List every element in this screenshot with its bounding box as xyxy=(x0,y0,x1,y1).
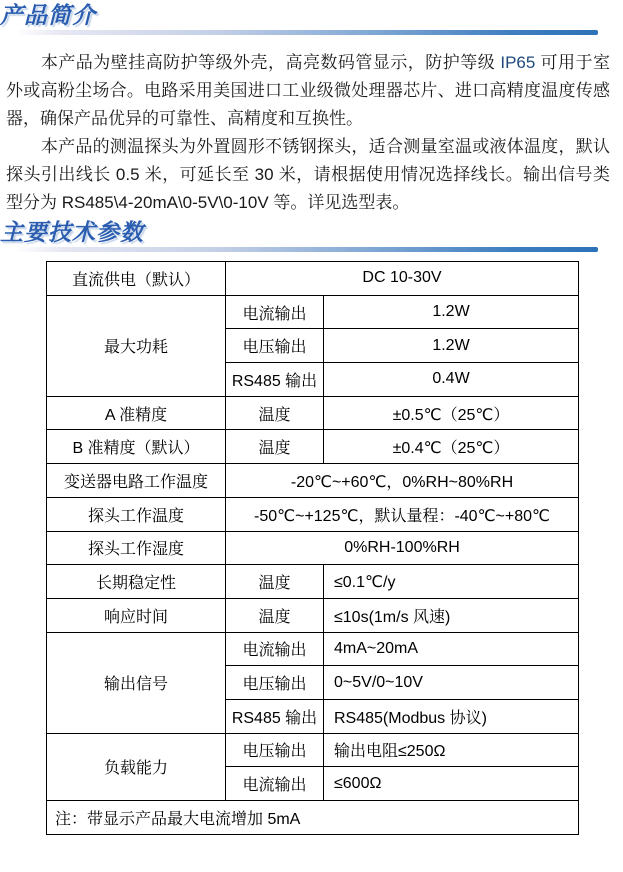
spec-value-cell: 0~5V/0~10V xyxy=(324,666,579,700)
spec-value-cell: 1.2W xyxy=(324,295,579,329)
spec-sublabel-cell: 温度 xyxy=(226,565,324,599)
table-row xyxy=(47,598,579,632)
spec-value-cell: 0.4W xyxy=(324,363,579,397)
section-title-product-intro: 产品简介 xyxy=(0,2,96,28)
spec-sublabel-cell: 温度 xyxy=(226,598,324,632)
spec-sublabel-cell: RS485 输出 xyxy=(226,363,324,397)
table-row xyxy=(47,396,579,430)
table-row xyxy=(47,464,579,498)
table-row xyxy=(47,801,579,835)
spec-sublabel-cell: 电压输出 xyxy=(226,666,324,700)
spec-sublabel-cell: 电压输出 xyxy=(226,329,324,363)
table-row xyxy=(47,632,579,666)
spec-label-cell: 最大功耗 xyxy=(47,295,226,396)
spec-label-cell: 直流供电（默认） xyxy=(47,262,226,296)
intro-paragraphs xyxy=(6,49,610,217)
spec-label-cell: 变送器电路工作温度 xyxy=(47,464,226,498)
spec-label-cell: 输出信号 xyxy=(47,632,226,733)
spec-value-cell: ±0.4℃（25℃） xyxy=(324,430,579,464)
spec-value-cell: ±0.5℃（25℃） xyxy=(324,396,579,430)
paragraph-1-text-after: 可用于室外或高粉尘场合。电路采用美国进口工业级微处理器芯片、进口高精度温度传感器，确保产品优异的可靠性、高精度和互换性。 xyxy=(6,53,610,128)
paragraph-product-description xyxy=(6,49,610,133)
paragraph-probe-description: 本产品的测温探头为外置圆形不锈钢探头，适合测量室温或液体温度，默认探头引出线长 0.5 米，可延长至 30 米，请根据使用情况选择线长。输出信号类型分为 RS485\4-20mA\0-5V\0-10V 等。详见选型表。 xyxy=(6,137,610,212)
spec-label-cell: 负载能力 xyxy=(47,733,226,800)
table-row xyxy=(47,531,579,565)
spec-label-cell: 响应时间 xyxy=(47,598,226,632)
spec-label-cell: B 准精度（默认） xyxy=(47,430,226,464)
spec-label-cell: 探头工作湿度 xyxy=(47,531,226,565)
spec-value-cell: ≤600Ω xyxy=(324,767,579,801)
spec-value-cell: ≤0.1℃/y xyxy=(324,565,579,599)
spec-label-cell: A 准精度 xyxy=(47,396,226,430)
spec-value-cell: RS485(Modbus 协议) xyxy=(324,699,579,733)
spec-sublabel-cell: 温度 xyxy=(226,430,324,464)
spec-sublabel-cell: 温度 xyxy=(226,396,324,430)
table-note-cell: 注：带显示产品最大电流增加 5mA xyxy=(47,801,579,835)
spec-table xyxy=(46,261,579,835)
spec-sublabel-cell: 电流输出 xyxy=(226,295,324,329)
title-underline-gradient xyxy=(15,247,598,252)
spec-value-cell: 1.2W xyxy=(324,329,579,363)
spec-label-cell: 探头工作温度 xyxy=(47,497,226,531)
spec-value-cell: DC 10-30V xyxy=(226,262,579,296)
spec-value-cell: -50℃~+125℃，默认量程：-40℃~+80℃ xyxy=(226,497,579,531)
spec-value-cell: -20℃~+60℃，0%RH~80%RH xyxy=(226,464,579,498)
title-underline-gradient xyxy=(15,30,598,35)
spec-sublabel-cell: 电压输出 xyxy=(226,733,324,767)
ip65-rating-text: IP65 xyxy=(500,53,536,72)
spec-sublabel-cell: RS485 输出 xyxy=(226,699,324,733)
table-row xyxy=(47,262,579,296)
paragraph-1-text-before: 本产品为壁挂高防护等级外壳，高亮数码管显示，防护等级 xyxy=(40,53,501,72)
section-title-tech-params: 主要技术参数 xyxy=(0,219,144,245)
table-row xyxy=(47,497,579,531)
spec-value-cell: ≤10s(1m/s 风速) xyxy=(324,598,579,632)
table-row xyxy=(47,565,579,599)
spec-label-cell: 长期稳定性 xyxy=(47,565,226,599)
spec-sublabel-cell: 电流输出 xyxy=(226,767,324,801)
spec-value-cell: 0%RH-100%RH xyxy=(226,531,579,565)
table-row xyxy=(47,295,579,329)
spec-value-cell: 4mA~20mA xyxy=(324,632,579,666)
table-row xyxy=(47,430,579,464)
spec-sublabel-cell: 电流输出 xyxy=(226,632,324,666)
spec-value-cell: 输出电阻≤250Ω xyxy=(324,733,579,767)
table-row xyxy=(47,733,579,767)
